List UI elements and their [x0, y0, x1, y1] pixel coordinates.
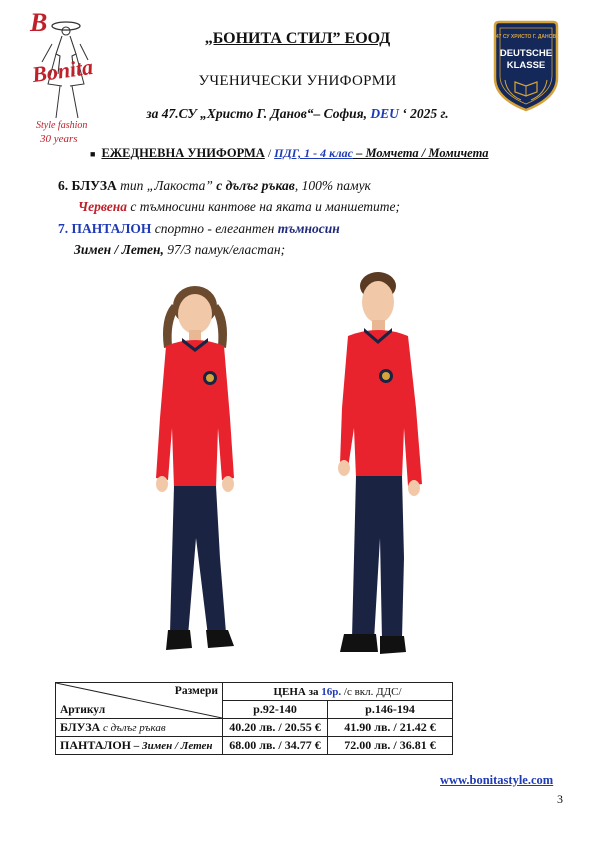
blouse-type: тип „Лакоста”	[116, 178, 217, 193]
price-cell: 68.00 лв. / 34.77 €	[223, 737, 328, 755]
size-col1: р.92-140	[223, 701, 328, 719]
table-row	[56, 737, 453, 755]
section-sep: /	[264, 146, 275, 160]
logo-letter: B	[30, 8, 48, 37]
blouse-name: БЛУЗА	[71, 178, 117, 193]
price-suffix: /с вкл. ДДС/	[341, 686, 402, 698]
website-link[interactable]: www.bonitastyle.com	[440, 773, 554, 787]
school-line	[0, 106, 595, 122]
row-label: БЛУЗА с дълъг ръкав	[56, 719, 223, 737]
blouse-line	[58, 178, 371, 194]
table-header-row	[56, 683, 453, 701]
logo-brand: Bonita	[30, 53, 95, 88]
pants-season: Зимен / Летен,	[74, 242, 164, 257]
price-count: 16р.	[321, 686, 342, 698]
blouse-color-line	[78, 199, 400, 215]
boy-figure	[338, 272, 422, 654]
blouse-color-desc: с тъмносини кантове на яката и маншетите;	[126, 199, 401, 214]
price-cell: 41.90 лв. / 21.42 €	[328, 719, 453, 737]
pants-color: тъмносин	[277, 221, 340, 236]
pants-line	[58, 221, 340, 237]
price-cell: 72.00 лв. / 36.81 €	[328, 737, 453, 755]
price-prefix: ЦЕНА за	[273, 686, 322, 698]
page-number: 3	[557, 792, 563, 806]
girl-figure	[156, 286, 234, 650]
article-label: Артикул	[60, 704, 106, 716]
logo-years: 30 years	[40, 133, 78, 145]
pants-material: 97/3 памук/еластан;	[163, 242, 286, 257]
price-table	[55, 682, 453, 755]
blouse-num: 6.	[58, 178, 72, 193]
price-cell: 40.20 лв. / 20.55 €	[223, 719, 328, 737]
table-row	[56, 719, 453, 737]
section-grades: ПДГ, 1 - 4 клас	[274, 146, 353, 160]
pants-style: спортно - елегантен	[151, 221, 278, 236]
section-head: ЕЖЕДНЕВНА УНИФОРМА	[101, 146, 265, 160]
price-header	[223, 683, 453, 701]
pants-season-line	[74, 242, 285, 258]
row-label: ПАНТАЛОН – Зимен / Летен	[56, 737, 223, 755]
company-title: „БОНИТА СТИЛ” ЕООД	[204, 30, 391, 47]
blouse-material: , 100% памук	[294, 178, 371, 193]
badge-line1: DEUTSCHE	[499, 48, 553, 59]
sizes-label: Размери	[174, 685, 218, 697]
badge-line2: KLASSE	[506, 60, 546, 71]
pants-name: ПАНТАЛОН	[71, 221, 152, 236]
blouse-sleeve: с дълъг ръкав	[216, 178, 295, 193]
logo-tagline: Style fashion	[36, 120, 88, 131]
section-kids: – Момчета / Момичета	[352, 146, 489, 160]
section-heading	[90, 146, 489, 161]
size-col2: р.146-194	[328, 701, 453, 719]
blouse-color: Червена	[78, 199, 127, 214]
document-subtitle: УЧЕНИЧЕСКИ УНИФОРМИ	[198, 73, 397, 89]
uniform-photo	[130, 268, 440, 668]
header-diagonal-cell	[56, 683, 223, 719]
children-uniform-image	[130, 268, 440, 668]
badge-top-text: 47 СУ ХРИСТО Г. ДАНОВ	[495, 34, 557, 40]
bullet-icon: ■	[90, 148, 96, 159]
school-name: за 47.СУ „Христо Г. Данов“– София,	[146, 106, 371, 121]
pants-num: 7.	[58, 221, 72, 236]
deu-label: DEU	[370, 106, 399, 121]
school-year: ‘ 2025 г.	[398, 106, 449, 121]
